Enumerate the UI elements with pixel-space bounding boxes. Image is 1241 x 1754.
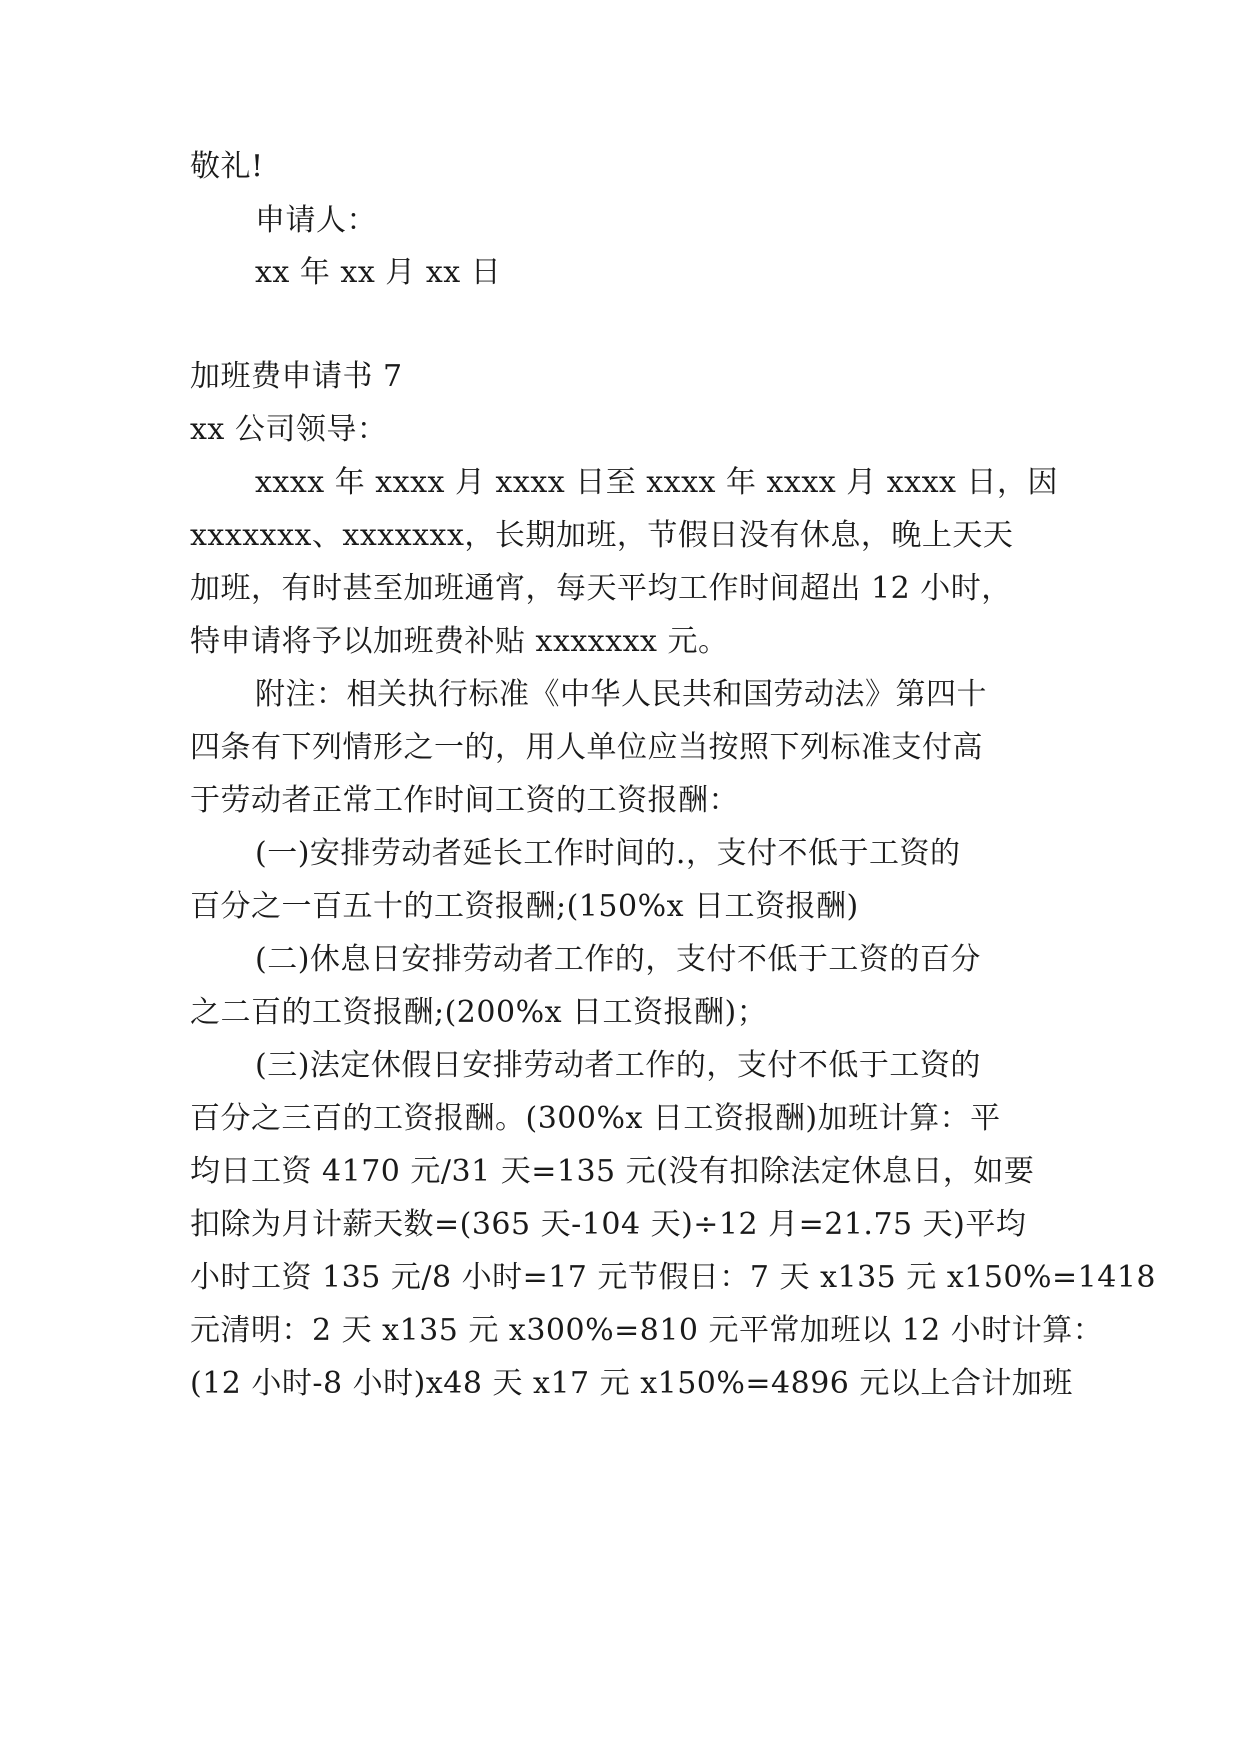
body-line: (12 小时-8 小时)x48 天 x17 元 x150%=4896 元以上合计加班 [190, 1366, 1073, 1401]
body-line: 附注：相关执行标准《中华人民共和国劳动法》第四十 [255, 677, 987, 712]
salutation: xx 公司领导： [190, 412, 388, 447]
body-line: 元清明：2 天 x135 元 x300%=810 元平常加班以 12 小时计算： [190, 1313, 1104, 1348]
body-line: 加班，有时甚至加班通宵，每天平均工作时间超出 12 小时， [190, 571, 1012, 606]
body-line: 于劳动者正常工作时间工资的工资报酬： [190, 783, 739, 818]
body-line: 百分之一百五十的工资报酬;(150%x 日工资报酬) [190, 889, 859, 924]
body-line: 小时工资 135 元/8 小时=17 元节假日：7 天 x135 元 x150%=1418 [190, 1260, 1156, 1295]
section-title: 加班费申请书 7 [190, 359, 403, 394]
body-line: 百分之三百的工资报酬。(300%x 日工资报酬)加班计算：平 [190, 1101, 1001, 1136]
body-line: (二)休息日安排劳动者工作的，支付不低于工资的百分 [255, 942, 981, 977]
applicant-label: 申请人： [255, 203, 377, 238]
body-line: (三)法定休假日安排劳动者工作的，支付不低于工资的 [255, 1048, 981, 1083]
body-line: xxxx 年 xxxx 月 xxxx 日至 xxxx 年 xxxx 月 xxxx 日，因 [255, 465, 1058, 500]
date-line: xx 年 xx 月 xx 日 [255, 255, 502, 290]
body-line: xxxxxxx、xxxxxxx，长期加班，节假日没有休息，晚上天天 [190, 518, 1014, 553]
body-line: 特申请将予以加班费补贴 xxxxxxx 元。 [190, 624, 729, 659]
body-line: 四条有下列情形之一的，用人单位应当按照下列标准支付高 [190, 730, 983, 765]
body-line: 扣除为月计薪天数=(365 天-104 天)÷12 月=21.75 天)平均 [190, 1207, 1027, 1242]
body-line: 均日工资 4170 元/31 天=135 元(没有扣除法定休息日，如要 [190, 1154, 1035, 1189]
body-line: 之二百的工资报酬;(200%x 日工资报酬)； [190, 995, 768, 1030]
closing-text: 敬礼! [190, 149, 264, 184]
body-line: (一)安排劳动者延长工作时间的.，支付不低于工资的 [255, 836, 961, 871]
